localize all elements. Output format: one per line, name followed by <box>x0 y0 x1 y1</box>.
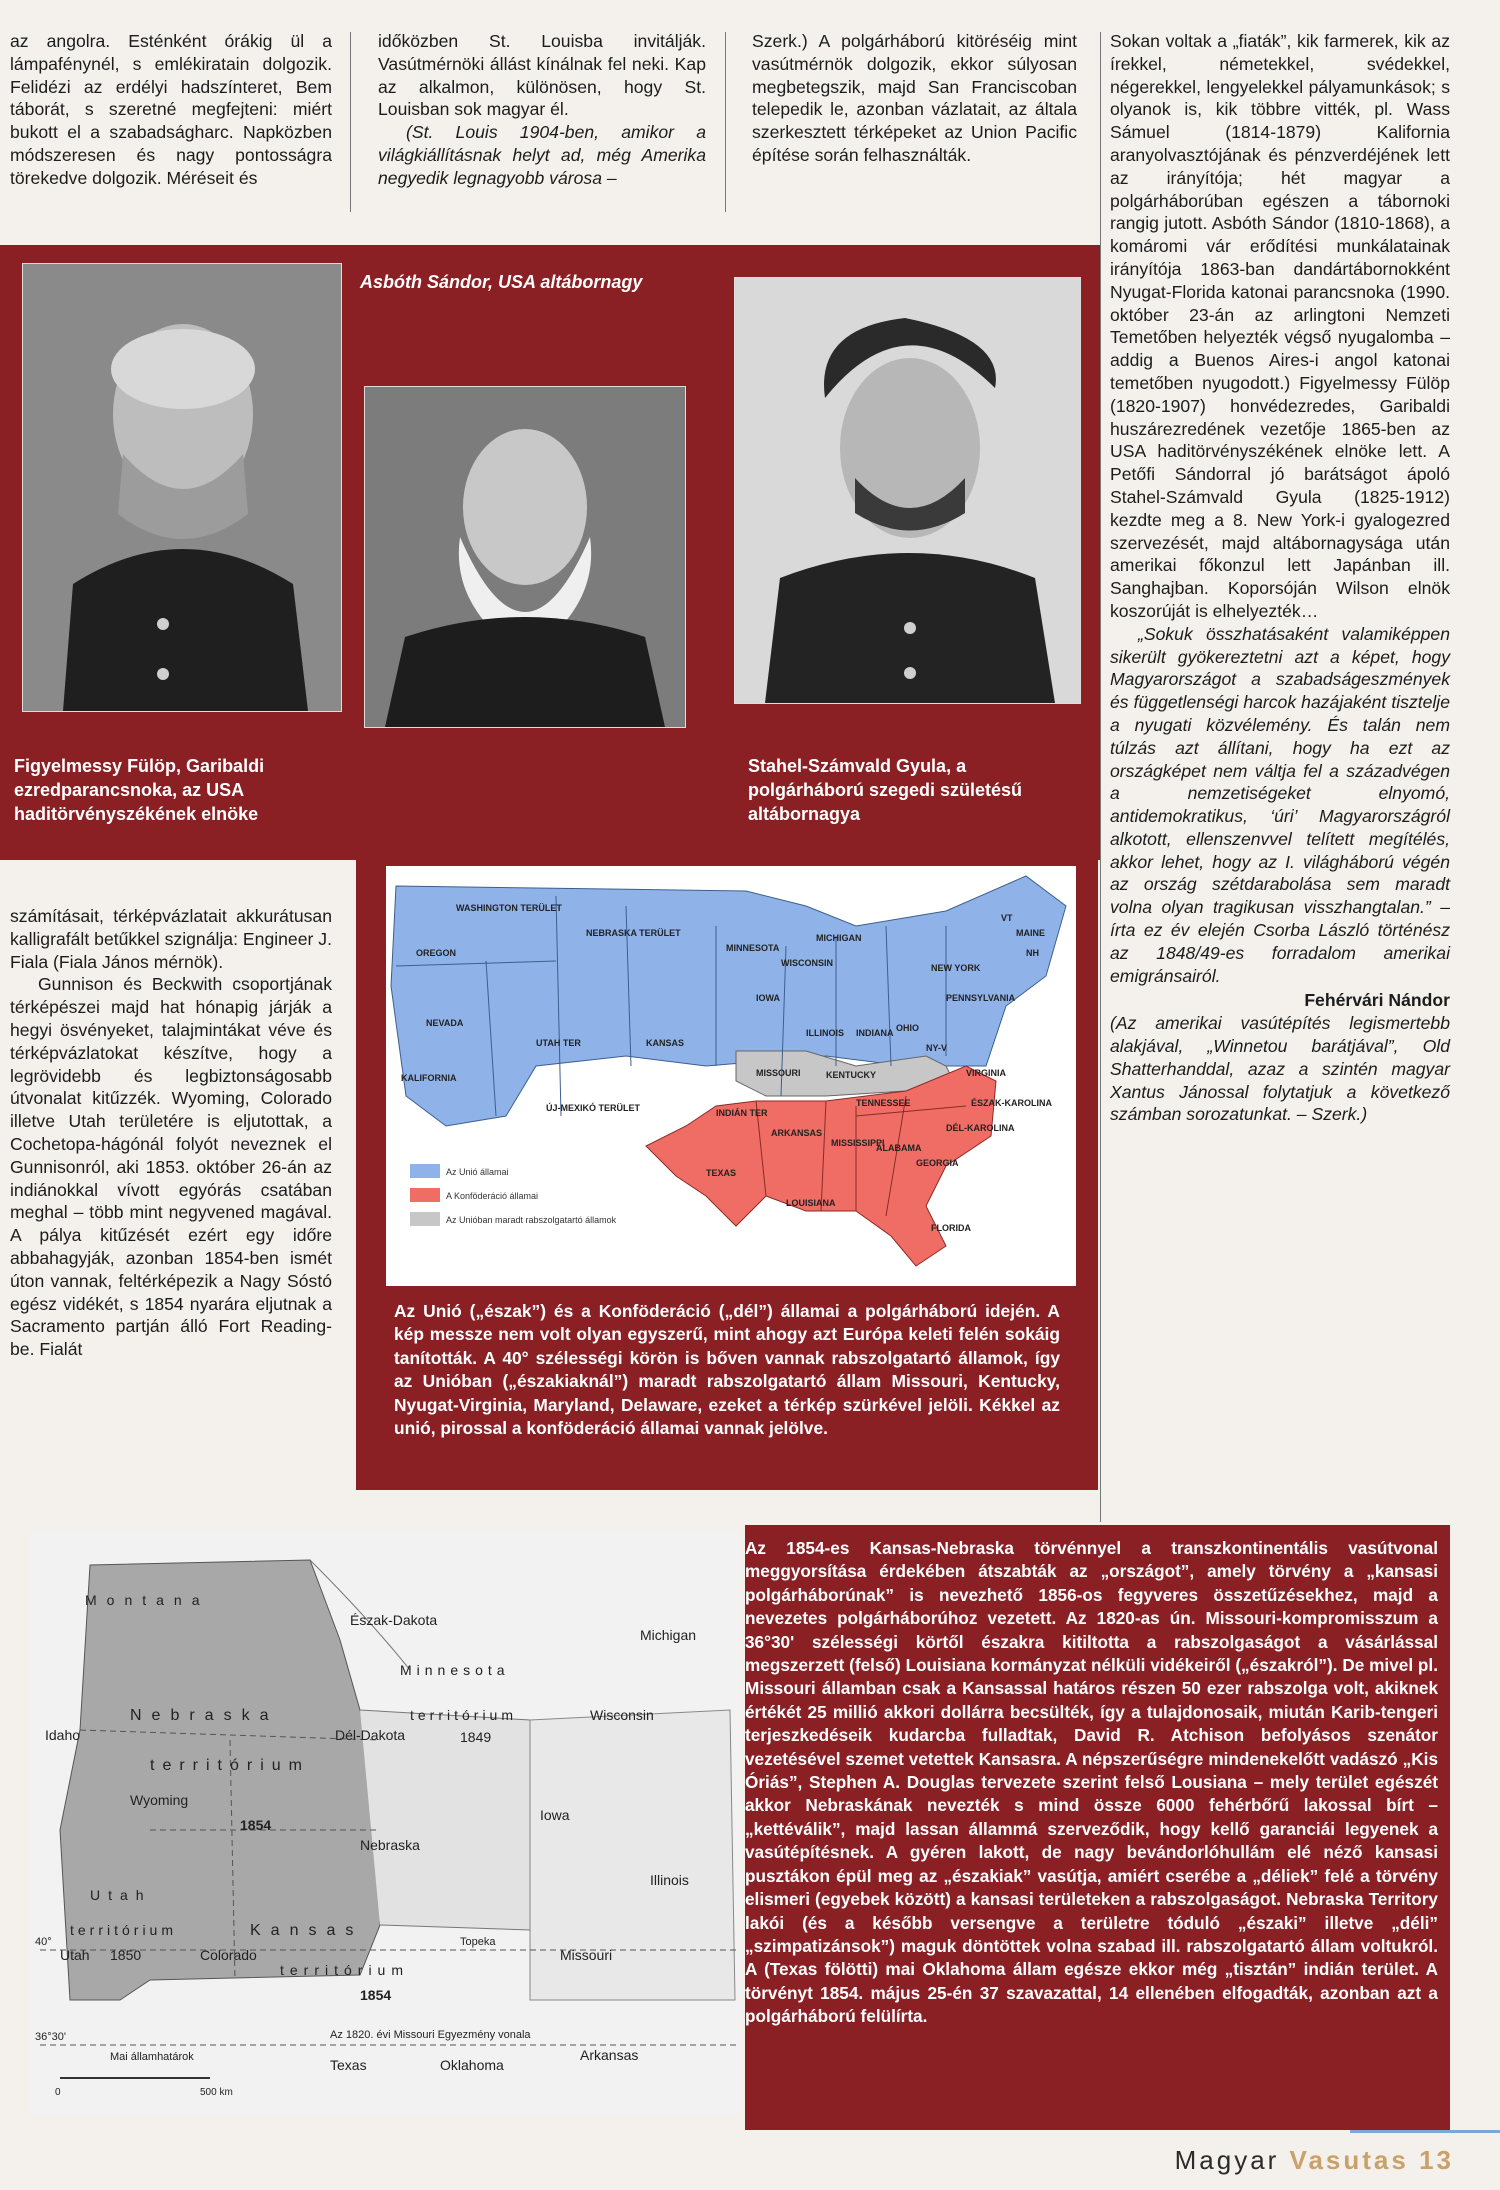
column-rule <box>350 32 351 212</box>
column-rule <box>725 32 726 212</box>
map1-label: KENTUCKY <box>826 1070 877 1080</box>
photo-figyelmessy <box>22 263 342 712</box>
column-rule <box>1100 32 1101 1522</box>
map2-label: 40° <box>35 1936 52 1948</box>
map1-label: WASHINGTON TERÜLET <box>456 903 562 913</box>
map2-label: Illinois <box>650 1872 689 1888</box>
map1-label: DÉL-KAROLINA <box>946 1123 1015 1133</box>
col1-bottom-text: számításait, térképvázlatait akkurátusan kalligrafált betűkkel szignálja: Engineer J. Fiala (Fiala János mérnök). Gunnison és Beckwith csoportjának térképészei majd hat hónapig járják a hegyi ösvényeket, talajmintákat véve és térképvázlatokat készítve, hogy a legrövidebb és legbiztonságosabb útvonalat kitűzzék. Wyoming, Colorado illetve Utah területére is eljutottak, a Cochetopa-hágónál folyót neveznek el Gunnisonról, aki 1853. október 26-án az indiánokkal vívott egyórás csatában meghal – több mint negyvened magával. A pálya kitűzését ezért egy időre abbahagyják, azonban 1854-ben ismét úton vannak, feltérképezik a Nagy Sóstó egész vidékét, s 1854 nyarára eljutnak a Sacramento partján álló Fort Reading-be. Fialát <box>10 906 332 1360</box>
map1-label: ALABAMA <box>876 1143 922 1153</box>
map2-label: Utah <box>90 1887 152 1903</box>
map1-label: WISCONSIN <box>781 958 834 968</box>
portrait-stahel <box>735 278 1080 703</box>
kansas-nebraska-box: Az 1854-es Kansas-Nebraska törvénnyel a transzkontinentális vasútvonal meggyorsítása érdekében átszabták az „országot”, amely törvény a „kansasi polgárháborúnak” is nevezhető 1856-os fegyveres összetűzésekhez, majd a nevezetes polgárháborúhoz vezetett. Az 1820-as ún. Missouri-kompromisszum a 36°30' szélességi körtől északra kitiltotta a rabszolgaságot a vásárlással megszerzett (felső) Louisiana kormányzat nélküli vidékeiről („északról”). De mivel pl. Missouri államban csak a Kansassal határos részen 50 ezer rabszolga volt, akiknek értékét 25 millió akkori dollárra becsülték, így a tulajdonosaik, miután Karib-tengeri terjeszkedéseik kudarcba fulladtak, David R. Atchison befolyásos szenátor vezetésével szemet vetettek Kansasra. A népszerűségre mindenekelőtt vadászó „Kis Óriás”, Stephen A. Douglas tervezete szerint felső Lousiana – mely terület egészét akkor Nebraskának nevezték s mind össze 6000 fehérbőrű lakossal bírt – „kettéválik”, majd lassan állammá szerveződik, hogy kellő garanciái legyenek a vasútépítésnek. A gyéren lakott, de nagy bevándorlóhullám elé néző kansasi pusztákon épül meg az „északiak” vasútja, amiért cserébe a „déliek” felé a törvény elismeri (egyebek között) a kansasi területeken a rabszolgaságot. Nebraska Territory lakói (és a később versengve a területre tóduló „északi” illetve „déli” „szimpatizánsok”) maguk döntöttek volna szabad ill. rabszolgatartó állam voltukról. A (Texas fölötti) mai Oklahoma állam egésze ekkor még „tisztán” indián terület. A törvényt 1854. május 25-én 37 szavazattal, 14 ellenében elfogadták, azonban azt a polgárháború felülírta. <box>745 1525 1450 2130</box>
footer: Magyar Vasutas 13 <box>1174 2145 1454 2175</box>
map2-label: Michigan <box>640 1627 697 1643</box>
map1-label: ÚJ-MEXIKÓ TERÜLET <box>546 1103 641 1113</box>
caption-map1: Az Unió („észak”) és a Konföderáció („dél”) államai a polgárháború idején. A kép messze nem volt olyan egyszerű, mint ahogy azt Európa keleti felén sokáig tanították. A 40° szélességi körön is bőven vannak rabszolgatartó államok, így az Unióban („északiaknál”) maradt rabszolgatartó állam Missouri, Kentucky, Nyugat-Virginia, Maryland, Delaware, ezeket a térkép szürkével jelöli. Kékkel az unió, pirossal a konföderáció államai vannak jelölve. <box>394 1301 1060 1439</box>
map2-label: territórium <box>150 1757 311 1774</box>
map1-label: TENNESSEE <box>856 1098 911 1108</box>
map2-label: Wyoming <box>130 1792 189 1808</box>
photo-asboth <box>364 386 686 728</box>
map1-label: MISSOURI <box>756 1068 801 1078</box>
map1-label: UTAH TER <box>536 1038 581 1048</box>
map1-label: NEW YORK <box>931 963 981 973</box>
portrait-figyelmessy <box>23 264 341 711</box>
map1-label: ÉSZAK-KAROLINA <box>971 1098 1052 1108</box>
footer-line <box>1350 2130 1500 2133</box>
caption-asboth: Asbóth Sándor, USA altábornagy <box>360 272 643 292</box>
map2-label: 36°30' <box>35 2031 66 2043</box>
map2-label: Minnesota <box>400 1662 510 1678</box>
map1-label: MICHIGAN <box>816 933 862 943</box>
map1-label: OREGON <box>416 948 457 958</box>
map1-label: NEBRASKA TERÜLET <box>586 928 681 938</box>
map2-label: Oklahoma <box>440 2057 504 2073</box>
map2-label: Utah <box>60 1947 90 1963</box>
photo-stahel <box>734 277 1081 704</box>
map1-label: PENNSYLVANIA <box>946 993 1016 1003</box>
map1-label: INDIÁN TER <box>716 1108 768 1118</box>
map2-label: Colorado <box>200 1947 257 1963</box>
map1-label: MINNESOTA <box>726 943 780 953</box>
kansas-nebraska-map <box>30 1530 740 2115</box>
map1-label: NEVADA <box>426 1018 464 1028</box>
map1-label: LOUISIANA <box>786 1198 836 1208</box>
map2-label: 500 km <box>200 2087 233 2098</box>
col4-text: Sokan voltak a „fiaták”, kik farmerek, kik az írekkel, németekkel, svédekkel, négerekkel, lengyelekkel pályamunkások; s olyanok is, kik többre vitték, pl. Wass Sámuel (1814-1879) Kalifornia aranyolvasztójának és pénzverdéjének lett az irányítója; hét magyar a polgárháborúban egészen a tábornoki rangig jutott. Asbóth Sándor (1810-1868), a komáromi vár erődítési munkálatainak irányítója 1863-ban dandártábornokként Nyugat-Florida katonai parancsnoka (1990. október 23-án az arlingtoni Nemzeti Temetőben helyezték végső nyugalomba – addig a Buenos Aires-i angol katonai temetőben nyugodott.) Figyelmessy Fülöp (1820-1907) honvédezredes, Garibaldi huszárezredének vezetője 1865-ben az USA haditörvényszékének elnöke lett. A Petőfi Sándorral jó barátságot ápoló Stahel-Számvald Gyula (1825-1912) kezdte meg a 8. New York-i gyalogezred szervezését, majd altábornagysága után amerikai főkonzul lett Japánban ill. Sanghajban. Koporsóján Wilson elnök koszorúját is elhelyezték… „Sokuk összhatásaként valamiképpen sikerült gyökereztetni azt a képet, hogy Magyarországot a szabadságeszmények és függetlenségi harcok hazájaként tisztelje a nyugati közvélemény. És talán nem túlzás azt állítani, hogy ha ezt az országképet nem váltja fel a századvégen a nemzetiségeket elnyomó, antidemokratikus, ‘úri’ Magyarországról alkotott, ellenszenvvel telített megítélés, akkor lehet, hogy az I. világháború végén az ország szétdarabolása sem maradt volna olyan tragikusan visszhangtalan.” – írta ez év elején Csorba László történész az 1848/49-es forradalom amerikai emigránsairól. Fehérvári Nándor (Az amerikai vasútépítés legismertebb alakjával, „Winnetou barátjával”, Old Shatterhanddal, azaz a szintén magyar Xantus Jánossal folytatjuk a következő számban sorozatunkat. – Szerk.) <box>1110 31 1450 1125</box>
map2-label: Topeka <box>460 1936 496 1948</box>
map2-label: 1849 <box>460 1729 492 1745</box>
map1-label: ARKANSAS <box>771 1128 823 1138</box>
map1-label: IOWA <box>756 993 780 1003</box>
map1-label: TEXAS <box>706 1168 737 1178</box>
map1-label: NY-V <box>926 1043 948 1053</box>
portrait-asboth <box>365 387 685 727</box>
map2-label: Kansas <box>250 1922 364 1939</box>
legend-swatch-border <box>410 1212 440 1226</box>
map2-label: Iowa <box>540 1807 570 1823</box>
map1-label: MAINE <box>1016 928 1045 938</box>
caption-figyelmessy: Figyelmessy Fülöp, Garibaldi ezredparancsnoka, az USA haditörvényszékének elnöke <box>14 756 265 824</box>
map1-label: VT <box>1001 913 1013 923</box>
map2-label: 0 <box>55 2087 61 2098</box>
legend-swatch-confed <box>410 1188 440 1202</box>
caption-stahel: Stahel-Számvald Gyula, a polgárháború szegedi születésű altábornagya <box>748 756 1023 824</box>
map2-label: Texas <box>330 2057 367 2073</box>
map2-label: Dél-Dakota <box>335 1727 406 1743</box>
legend-swatch-union <box>410 1164 440 1178</box>
legend-union: Az Unió államai <box>446 1167 509 1177</box>
map1-label: KANSAS <box>646 1038 685 1048</box>
map1-label: KALIFORNIA <box>401 1073 457 1083</box>
map2-label: 1850 <box>110 1947 142 1963</box>
legend-confed: A Konföderáció államai <box>446 1191 539 1201</box>
map2-label: Az 1820. évi Missouri Egyezmény vonala <box>330 2029 531 2041</box>
map2-label: Idaho <box>45 1727 81 1743</box>
col1-top-text: az angolra. Esténként órákig ül a lámpafénynél, s emlékiratain dolgozik. Felidézi az erdélyi hadszínteret, Bem táborát, s szeretné megfejteni: miért bukott el a szabadságharc. Napközben módszeresen és nagy pontosságra törekedve dolgozik. Méréseit és <box>10 31 332 188</box>
map1-label: OHIO <box>896 1023 920 1033</box>
map2-label: Mai államhatárok <box>110 2051 194 2063</box>
map1-label: INDIANA <box>856 1028 894 1038</box>
map1-label: GEORGIA <box>916 1158 959 1168</box>
map2-label: 1854 <box>240 1817 272 1833</box>
civil-war-map <box>386 866 1076 1286</box>
author: Fehérvári Nándor <box>1304 990 1450 1011</box>
map2-label: Észak-Dakota <box>350 1612 438 1628</box>
map1-label: ILLINOIS <box>806 1028 844 1038</box>
map1-label: NH <box>1026 948 1039 958</box>
map2-label: Arkansas <box>580 2047 639 2063</box>
map2-label: Missouri <box>560 1947 613 1963</box>
map2-label: Nebraska <box>360 1837 420 1853</box>
map1-label: VIRGINIA <box>966 1068 1007 1078</box>
map2-label: Nebraska <box>130 1707 279 1724</box>
col3-top-text: Szerk.) A polgárháború kitöréséig mint vasútmérnök dolgozik, ekkor súlyosan megbetegszik, majd San Franciscoban telepedik le, azonban vázlatait, az általa szerkesztett térképeket az Union Pacific építése során felhasználták. <box>752 31 1077 165</box>
map2-label: 1854 <box>360 1987 392 2003</box>
map1-label: MISSISSIPPI <box>831 1138 885 1148</box>
page-number: 13 <box>1419 2145 1454 2175</box>
col2-top-text: időközben St. Louisba invitálják. Vasútmérnöki állást kínálnak fel neki. Kap az alkalmon, különösen, hogy St. Louisban sok magyar él. (St. Louis 1904-ben, amikor a világkiállításnak helyt ad, még Amerika negyedik legnagyobb városa – <box>378 31 706 188</box>
map1-label: FLORIDA <box>931 1223 971 1233</box>
map2-label: Montana <box>85 1592 210 1608</box>
map2-label: territórium <box>410 1707 518 1723</box>
map2-label: Wisconsin <box>590 1707 654 1723</box>
map2-label: territórium <box>70 1922 178 1938</box>
legend-border: Az Unióban maradt rabszolgatartó államok <box>446 1215 617 1225</box>
map2-label: territórium <box>280 1962 410 1978</box>
